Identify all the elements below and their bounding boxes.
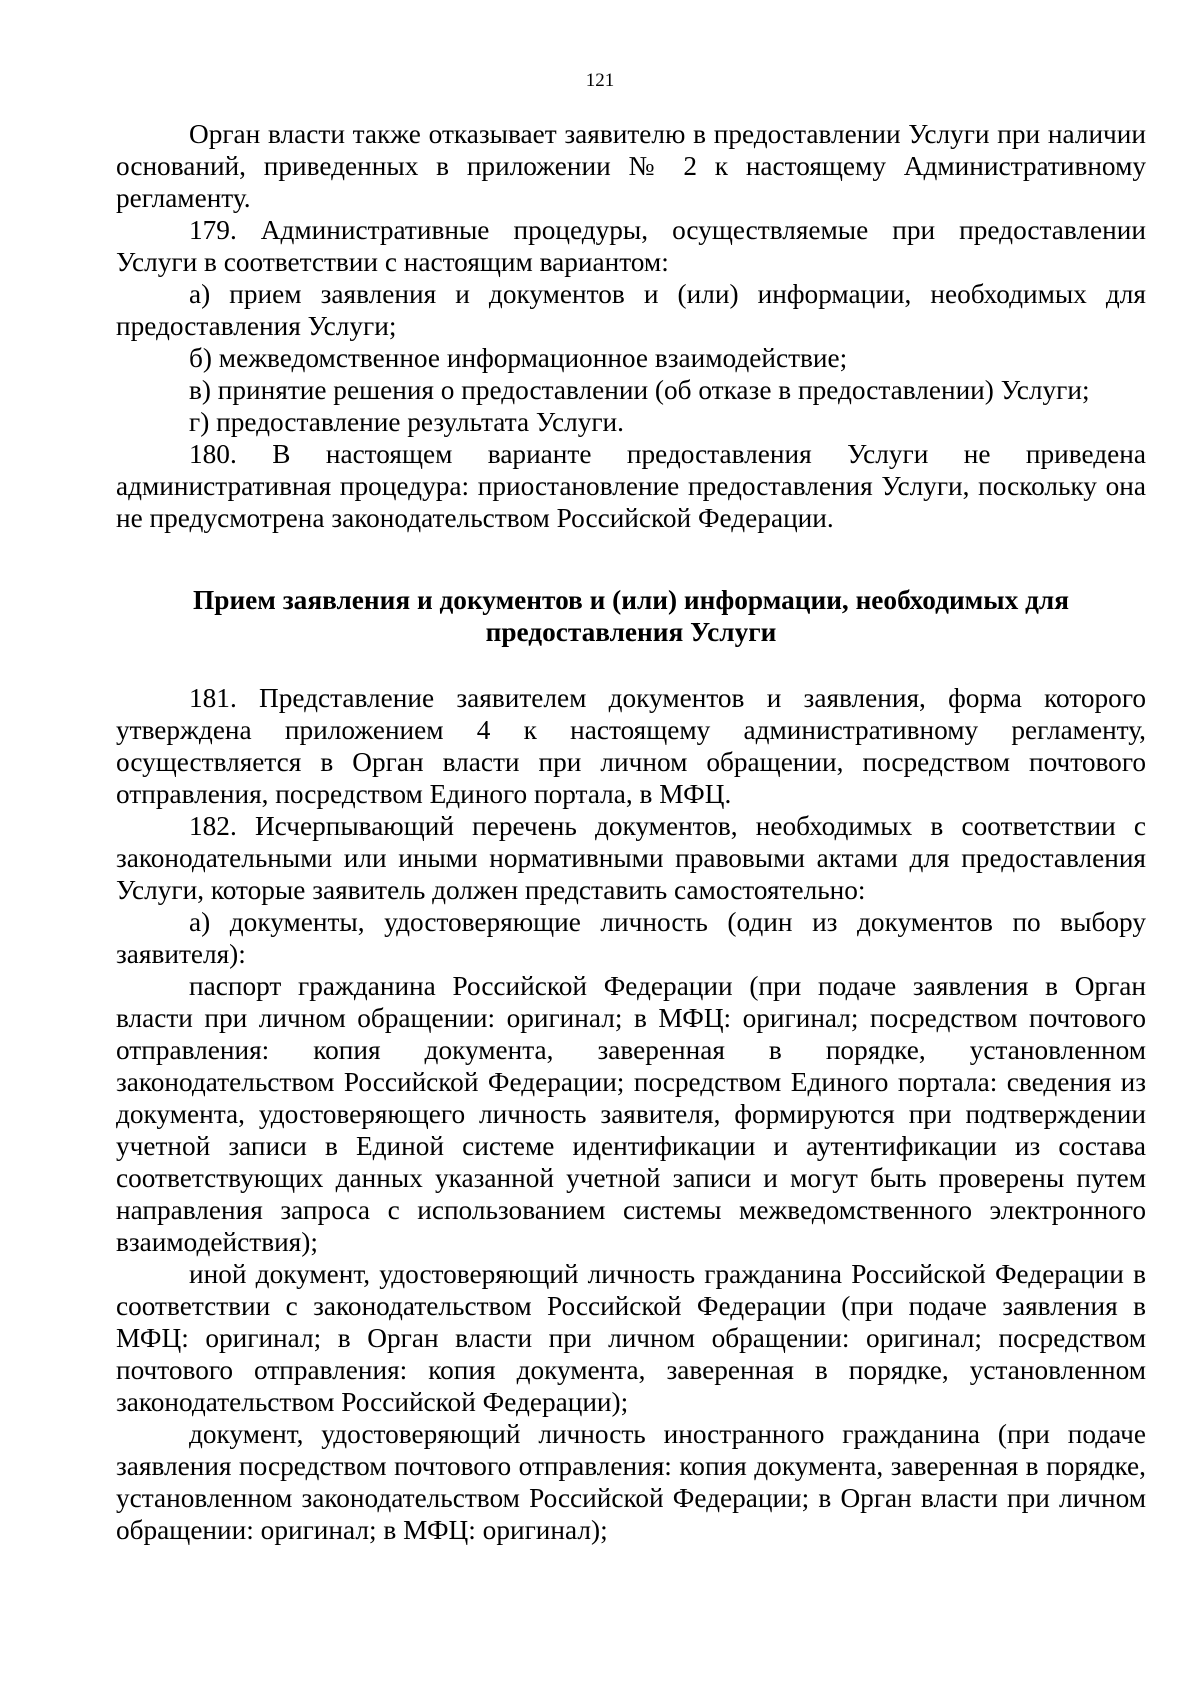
- paragraph-180: 180. В настоящем варианте предоставления Услуги не приведена административная процедура: приостановление предоставления Услуги, поскольку она не предусмотрена законодательством Российской Федерации.: [116, 439, 1146, 533]
- paragraph-foreign-document: документ, удостоверяющий личность иностранного гражданина (при подаче заявления посредством почтового отправления: копия документа, заверенная в порядке, установленном законодательством Российской Федерации; в Орган власти при личном обращении: оригинал; в МФЦ: оригинал);: [116, 1419, 1146, 1545]
- list-item-v: в) принятие решения о предоставлении (об отказе в предоставлении) Услуги;: [189, 375, 1090, 405]
- paragraph-other-document: иной документ, удостоверяющий личность гражданина Российской Федерации в соответствии с законодательством Российской Федерации (при подаче заявления в МФЦ: оригинал; в Орган власти при личном обращении: оригинал; посредством почтового отправления: копия документа, заверенная в порядке, установленном законодательством Российской Федерации);: [116, 1259, 1146, 1417]
- paragraph-passport: паспорт гражданина Российской Федерации (при подаче заявления в Орган власти при личном обращении: оригинал; в МФЦ: оригинал; посредством почтового отправления: копия документа, заверенная в порядке, установленном законодательством Российской Федерации; посредством Единого портала: сведения из документа, удостоверяющего личность заявителя, формируются при подтверждении учетной записи в Единой системе идентификации и аутентификации из состава соответствующих данных указанной учетной записи и могут быть проверены путем направления запроса с использованием системы межведомственного электронного взаимодействия);: [116, 971, 1146, 1257]
- paragraph-181: 181. Представление заявителем документов и заявления, форма которого утверждена приложением 4 к настоящему административному регламенту, осуществляется в Орган власти при личном обращении, посредством почтового отправления, посредством Единого портала, в МФЦ.: [116, 683, 1146, 809]
- section-heading: Прием заявления и документов и (или) информации, необходимых для предоставления Услуги: [193, 585, 1069, 647]
- list-item-g: г) предоставление результата Услуги.: [189, 407, 624, 437]
- list-item-identity-documents: а) документы, удостоверяющие личность (один из документов по выбору заявителя):: [116, 907, 1146, 969]
- paragraph-179: 179. Административные процедуры, осуществляемые при предоставлении Услуги в соответствии с настоящим вариантом:: [116, 215, 1146, 277]
- paragraph-182: 182. Исчерпывающий перечень документов, необходимых в соответствии с законодательными или иными нормативными правовыми актами для предоставления Услуги, которые заявитель должен представить самостоятельно:: [116, 811, 1146, 905]
- page-number: 121: [585, 70, 615, 91]
- list-item-a: а) прием заявления и документов и (или) информации, необходимых для предоставления Услуги;: [116, 279, 1146, 341]
- document-body: [116, 118, 1146, 1546]
- list-item-b: б) межведомственное информационное взаимодействие;: [189, 343, 848, 373]
- paragraph-refusal-grounds: Орган власти также отказывает заявителю в предоставлении Услуги при наличии оснований, приведенных в приложении № 2 к настоящему Административному регламенту.: [116, 119, 1146, 213]
